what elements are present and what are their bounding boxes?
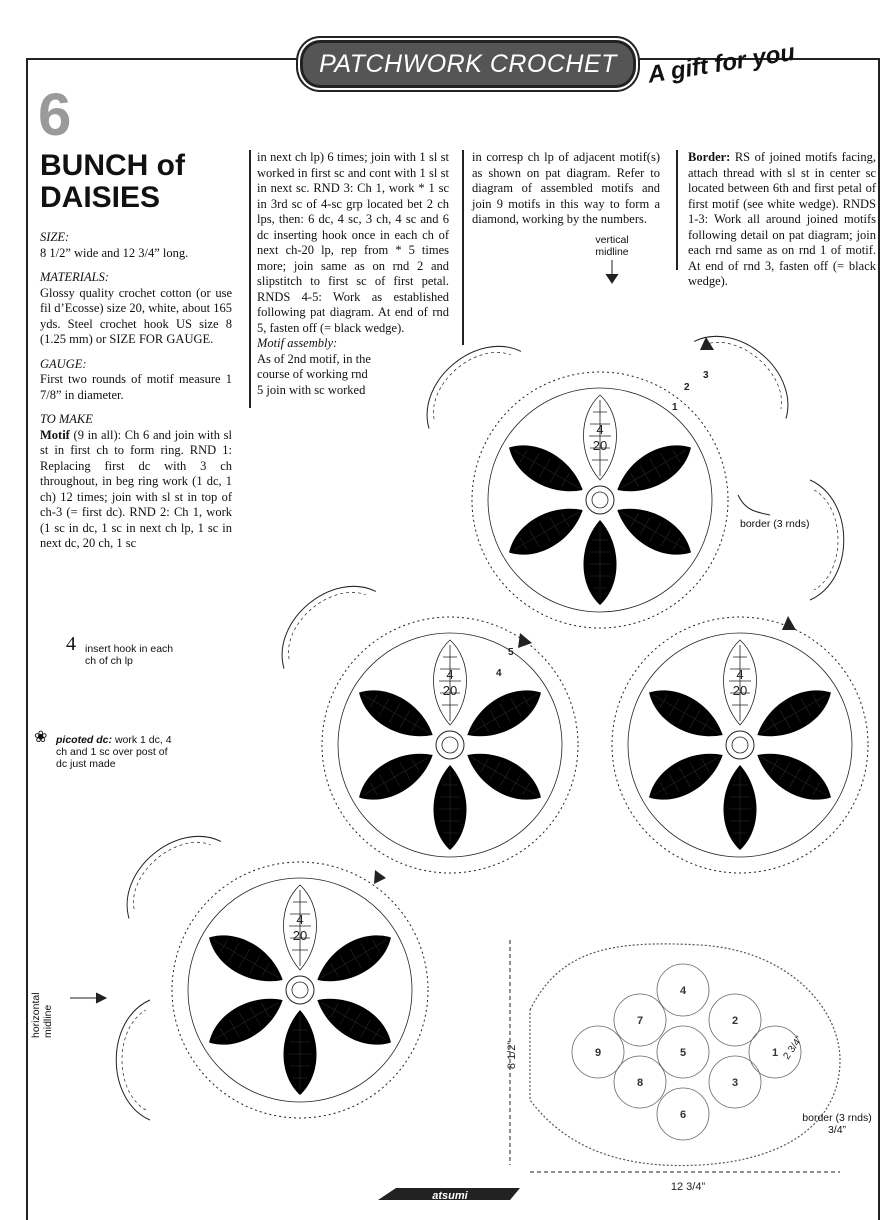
schematic-height-label: 8 1/2”	[506, 1040, 518, 1070]
motif-middle-right	[612, 617, 868, 873]
tagline: A gift for you	[646, 38, 797, 89]
round-number: 1	[672, 402, 678, 413]
schematic-border-label: border (3 rnds) 3/4”	[802, 1112, 872, 1136]
schematic-motif-number: 1	[771, 1047, 779, 1059]
motif-top	[472, 372, 728, 628]
motif-bottom	[172, 862, 428, 1118]
schematic-motif-number: 2	[731, 1015, 739, 1027]
petal-label: 20	[292, 928, 308, 943]
petal-label: 4	[446, 667, 454, 682]
picot-text: work 1 dc, 4 ch and 1 sc over post of dc just made	[56, 734, 172, 770]
title-line-2: DAISIES	[40, 181, 161, 214]
petal-labels	[293, 422, 747, 943]
schematic-motif-number: 5	[679, 1047, 687, 1059]
assembly-text: As of 2nd motif, in the course of working rnd 5 join with sc worked	[257, 351, 371, 397]
petal-label: 4	[596, 422, 604, 437]
insert-hook-symbol: 4	[66, 633, 76, 655]
picoted-dc-icon: ❀	[34, 729, 48, 746]
schematic-motif-number: 3	[731, 1077, 739, 1089]
border-scallops	[107, 316, 843, 1120]
gauge-label: GAUGE:	[40, 356, 87, 371]
col3-text: in corresp ch lp of adjacent motif(s) as shown on pat diagram. Refer to diagram of assembled motifs and join 9 motifs in this way to form a diamond, working by the numbers.	[472, 150, 660, 226]
col4-text: RS of joined motifs facing, attach thread with sl st in center sc located between 6th and first petal of first motif (see white wedge). RNDS 1-3: Work all around joined motifs following detail on pat diagram; join each rnd same as on rnd 1 of motif. At end of rnd 3, fasten off (= black wedge).	[688, 150, 877, 288]
petal-label: 20	[442, 683, 458, 698]
to-make-label: TO MAKE	[40, 412, 93, 426]
assembly-schematic	[506, 940, 840, 1193]
schematic-motif-size-label: 2 3/4”	[781, 1034, 806, 1062]
round-number: 3	[703, 370, 709, 381]
title-line-1: BUNCH of	[40, 149, 185, 182]
materials-label: MATERIALS:	[40, 270, 109, 284]
round-number: 2	[684, 382, 690, 393]
banner-title: PATCHWORK CROCHET	[319, 49, 617, 78]
round-number: 5	[508, 647, 514, 658]
motif-middle-left	[322, 617, 578, 873]
schematic-width-label: 12 3/4”	[670, 1181, 706, 1193]
gauge-text: First two rounds of motif measure 1 7/8” in diameter.	[40, 372, 232, 402]
schematic-motif-number: 7	[636, 1015, 644, 1027]
horizontal-midline-label: horizontal midline	[30, 992, 54, 1038]
border-label: Border:	[688, 150, 731, 164]
motif-text: (9 in all): Ch 6 and join with sl st in first ch to form ring. RND 1: Replacing first dc with 3 ch throughout, in beg ring work (1 dc, 1 ch) 12 times; join with sl st in top of ch-3 (= first dc). RND 2: Ch 1, work (1 sc in dc, 1 sc in next ch lp, 1 sc in next dc, 20 ch, 1 sc	[40, 427, 232, 550]
petal-label: 20	[732, 683, 748, 698]
col2-text: in next ch lp) 6 times; join with 1 sl st worked in first sc and cont with 1 sl st in next sc. RND 3: Ch 1, work * 1 sc in 3rd sc of 4-sc grp located bet 2 ch lps, then: 6 dc, 4 sc, 3 ch, 4 sc and 6 dc inserting hook once in each ch of next ch-20 lp, rep from * 5 times more; join same as on rnd 2 and slipstitch to first sc of first petal. RNDS 4-5: Work as established following pat diagram. At end of rnd 5, fasten off (= black wedge).	[257, 150, 449, 335]
vertical-midline-label: vertical midline	[595, 234, 629, 258]
size-label: SIZE:	[40, 230, 70, 244]
assembly-label: Motif assembly:	[257, 336, 338, 350]
border-rounds-label: border (3 rnds)	[740, 518, 810, 530]
midline-arrows	[70, 260, 770, 1003]
schematic-motif-number: 8	[636, 1077, 644, 1089]
size-text: 8 1/2” wide and 12 3/4” long.	[40, 245, 189, 260]
insert-hook-text: insert hook in each ch of ch lp	[85, 643, 174, 667]
picot-label: picoted dc:	[56, 734, 113, 746]
round-number: 4	[496, 668, 502, 679]
petal-label: 4	[296, 912, 304, 927]
materials-text: Glossy quality crochet cotton (or use fil d’Ecosse) size 20, white, about 165 yds. Steel crochet hook US size 8 (1.25 mm) or SIZE FOR GAUGE.	[40, 285, 232, 346]
petal-label: 4	[736, 667, 744, 682]
pattern-number: 6	[38, 81, 72, 148]
motif-label: Motif	[40, 427, 70, 442]
schematic-motif-number: 6	[679, 1109, 687, 1121]
schematic-motif-number: 9	[594, 1047, 602, 1059]
petal-label: 20	[592, 438, 608, 453]
schematic-motif-number: 4	[679, 985, 687, 997]
footer-logo: atsumi	[432, 1190, 468, 1200]
